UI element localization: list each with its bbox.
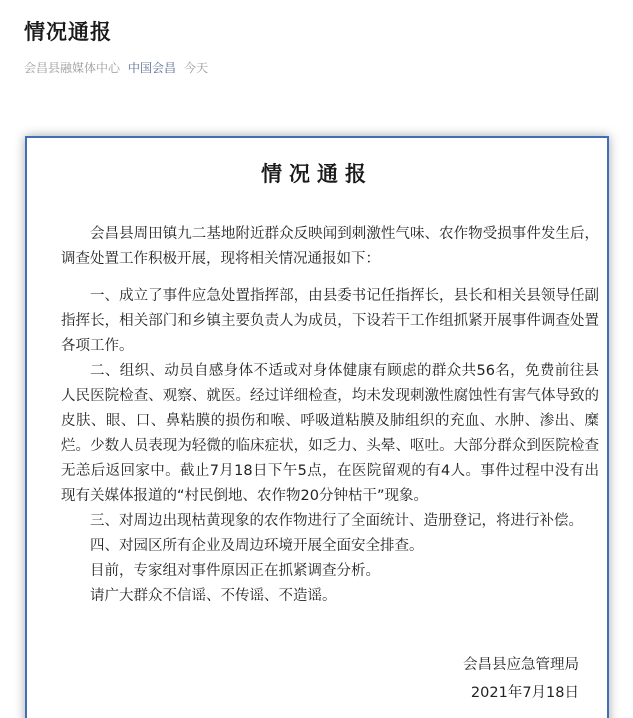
publish-time: 今天 (184, 61, 209, 75)
notice-intro: 会昌县周田镇九二基地附近群众反映闻到刺激性气味、农作物受损事件发生后，调查处置工作积极开展，现将相关情况通报如下： (61, 226, 599, 267)
notice-title: 情况通报 (261, 162, 373, 186)
notice-item-6: 请广大群众不信谣、不传谣、不造谣。 (90, 588, 337, 604)
article-title: 情况通报 (24, 20, 112, 44)
notice-item-3: 三、对周边出现枯黄现象的农作物进行了全面统计、造册登记，将进行补偿。 (90, 513, 583, 529)
notice-item-1: 一、成立了事件应急处置指挥部，由县委书记任指挥长，县长和相关县领导任副指挥长，相关部门和乡镇主要负责人为成员，下设若干工作组抓紧开展事件调查处置各项工作。 (61, 288, 599, 354)
notice-item-4: 四、对园区所有企业及周边环境开展全面安全排查。 (90, 538, 424, 554)
notice-image (25, 136, 609, 718)
notice-body (61, 222, 599, 609)
account-name-link[interactable]: 中国会昌 (128, 61, 177, 75)
notice-item-5: 目前，专家组对事件原因正在抓紧调查分析。 (90, 563, 380, 579)
article-source: 会昌县融媒体中心 (24, 61, 121, 75)
article-header (24, 18, 614, 76)
issuer-name: 会昌县应急管理局 (463, 657, 579, 673)
article-meta (24, 60, 614, 76)
notice-item-2: 二、组织、动员自感身体不适或对身体健康有顾虑的群众共56名，免费前往县人民医院检查、观察、就医。经过详细检查，均未发现刺激性腐蚀性有害气体导致的皮肤、眼、口、鼻粘膜的损伤和喉、呼吸道粘膜及肺组织的充血、水肿、渗出、糜烂。少数人员表现为轻微的临床症状，如乏力、头晕、呕吐。大部分群众到医院检查无恙后返回家中。截止7月18日下午5点，在医院留观的有4人。事件过程中没有出现有关媒体报道的“村民倒地、农作物20分钟枯干”现象。 (61, 363, 599, 504)
issue-date: 2021年7月18日 (470, 685, 579, 701)
